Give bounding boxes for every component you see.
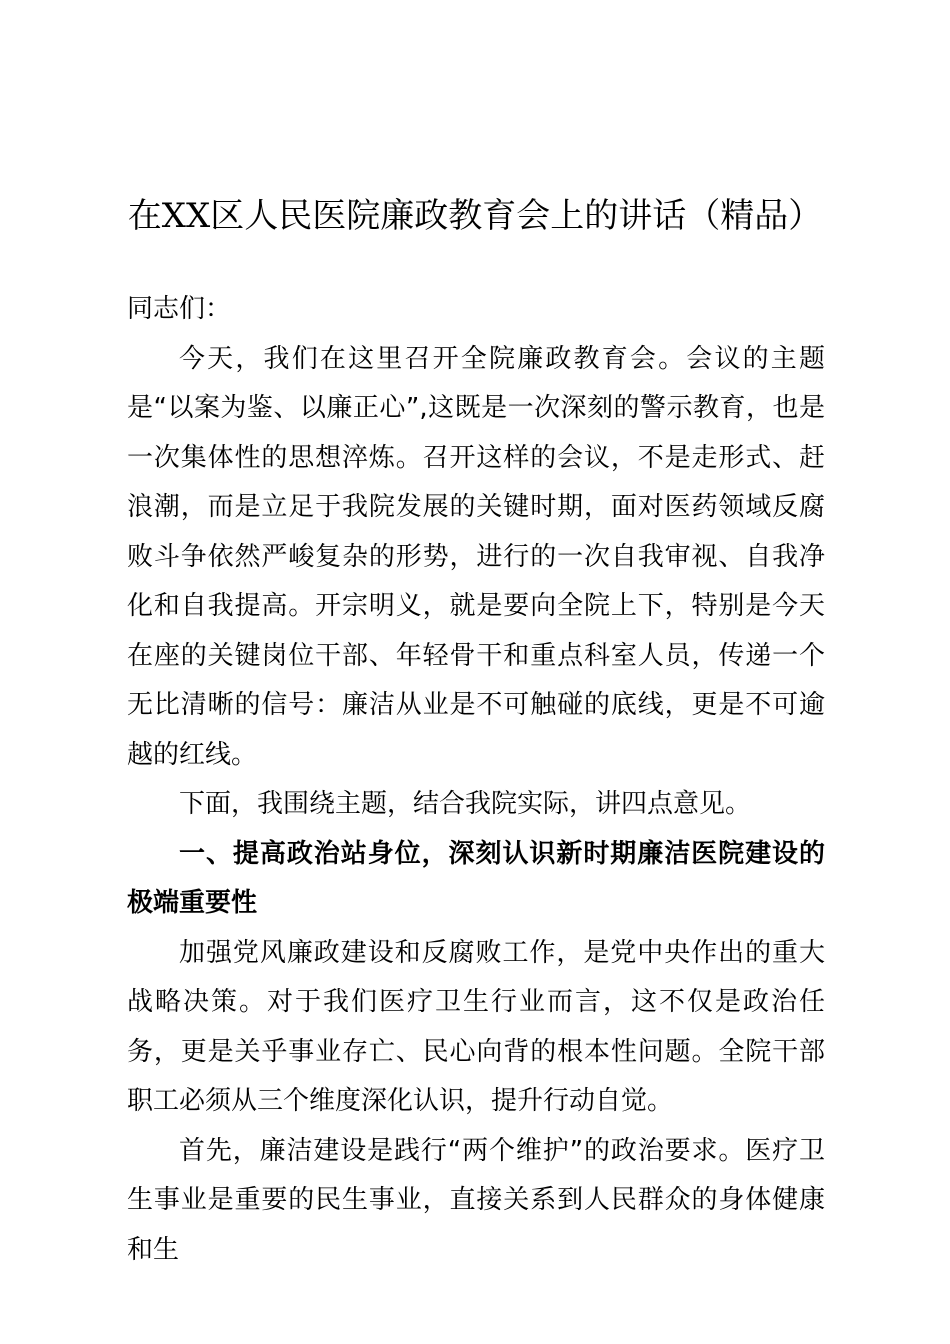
section-heading: 一、提高政治站身位，深刻认识新时期廉洁医院建设的极端重要性 <box>127 838 825 918</box>
document-body <box>127 285 825 1275</box>
document-title: 在XX区人民医院廉政教育会上的讲话（精品） <box>127 196 823 236</box>
paragraph: 今天，我们在这里召开全院廉政教育会。会议的主题是“以案为鉴、以廉正心”,这既是一次深刻的警示教育，也是一次集体性的思想淬炼。召开这样的会议，不是走形式、赶浪潮，而是立足于我院发展的关键时期，面对医药领域反腐败斗争依然严峻复杂的形势，进行的一次自我审视、自我净化和自我提高。开宗明义，就是要向全院上下，特别是今天在座的关键岗位干部、年轻骨干和重点科室人员，传递一个无比清晰的信号：廉洁从业是不可触碰的底线，更是不可逾越的红线。 <box>127 343 825 770</box>
paragraph: 加强党风廉政建设和反腐败工作，是党中央作出的重大战略决策。对于我们医疗卫生行业而言，这不仅是政治任务，更是关乎事业存亡、民心向背的根本性问题。全院干部职工必须从三个维度深化认识，提升行动自觉。 <box>127 937 825 1116</box>
paragraph: 下面，我围绕主题，结合我院实际，讲四点意见。 <box>179 789 752 819</box>
salutation: 同志们： <box>127 294 232 324</box>
paragraph: 首先，廉洁建设是践行“两个维护”的政治要求。医疗卫生事业是重要的民生事业，直接关系到人民群众的身体健康和生 <box>127 1135 825 1265</box>
